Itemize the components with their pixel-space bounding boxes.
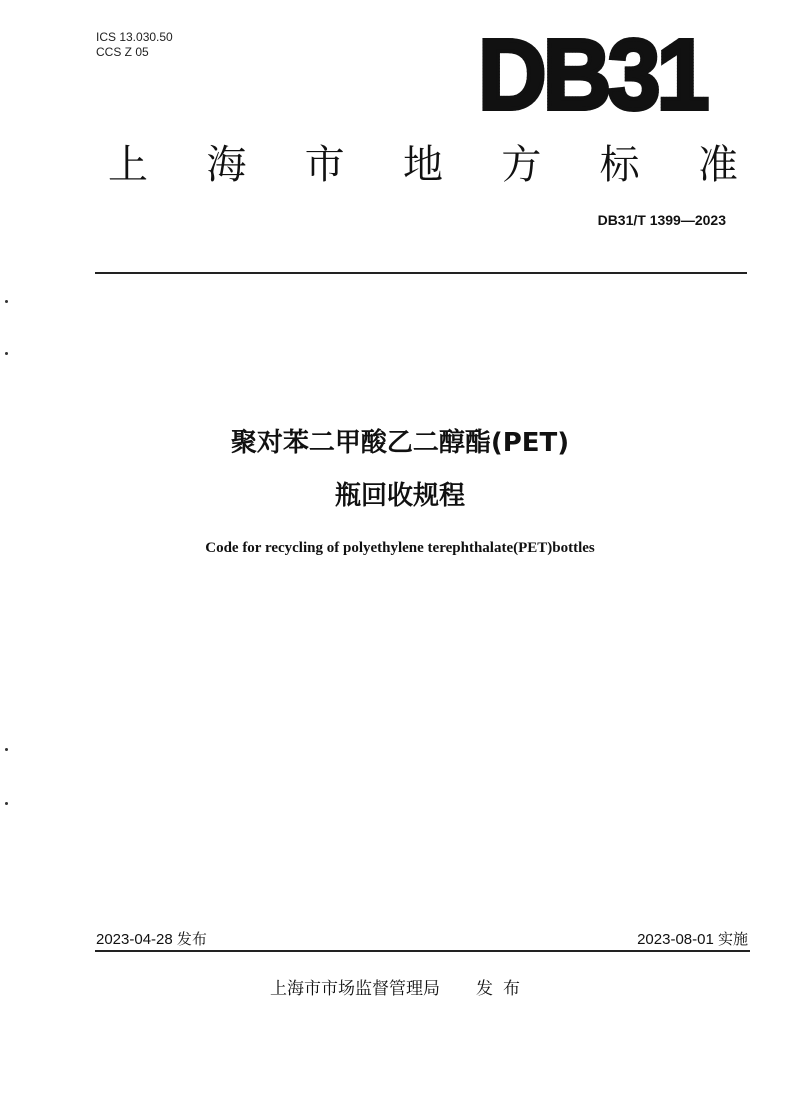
margin-mark	[5, 748, 8, 751]
doc-type-char: 地	[402, 142, 443, 188]
issuing-authority	[270, 974, 530, 999]
document-type-heading	[108, 142, 738, 188]
footer-divider	[95, 950, 750, 952]
margin-mark	[5, 352, 8, 355]
doc-type-char: 市	[304, 142, 345, 188]
doc-type-char: 上	[108, 142, 148, 188]
doc-type-char: 方	[501, 142, 542, 188]
header-divider	[95, 272, 747, 274]
classification-codes	[96, 30, 173, 60]
document-title-cn-line1: 聚对苯二甲酸乙二醇酯(PET)	[230, 428, 570, 458]
doc-type-char: 标	[599, 142, 640, 188]
db31-logo: DB31	[478, 19, 706, 131]
document-title-cn-line2: 瓶回收规程	[334, 481, 465, 511]
ccs-code: CCS Z 05	[96, 45, 149, 59]
issuer-name: 上海市市场监督管理局	[270, 979, 440, 999]
margin-mark	[5, 802, 8, 805]
margin-mark	[5, 300, 8, 303]
publish-date: 2023-04-28 发布	[96, 931, 207, 948]
doc-type-char: 海	[206, 142, 247, 188]
document-title-en: Code for recycling of polyethylene terephthalate(PET)bottles	[205, 540, 595, 556]
ics-code: ICS 13.030.50	[96, 30, 173, 44]
issue-word: 发布	[476, 979, 530, 999]
standard-number: DB31/T 1399—2023	[597, 212, 726, 228]
implementation-date: 2023-08-01 实施	[637, 931, 748, 948]
doc-type-char: 准	[697, 142, 738, 188]
